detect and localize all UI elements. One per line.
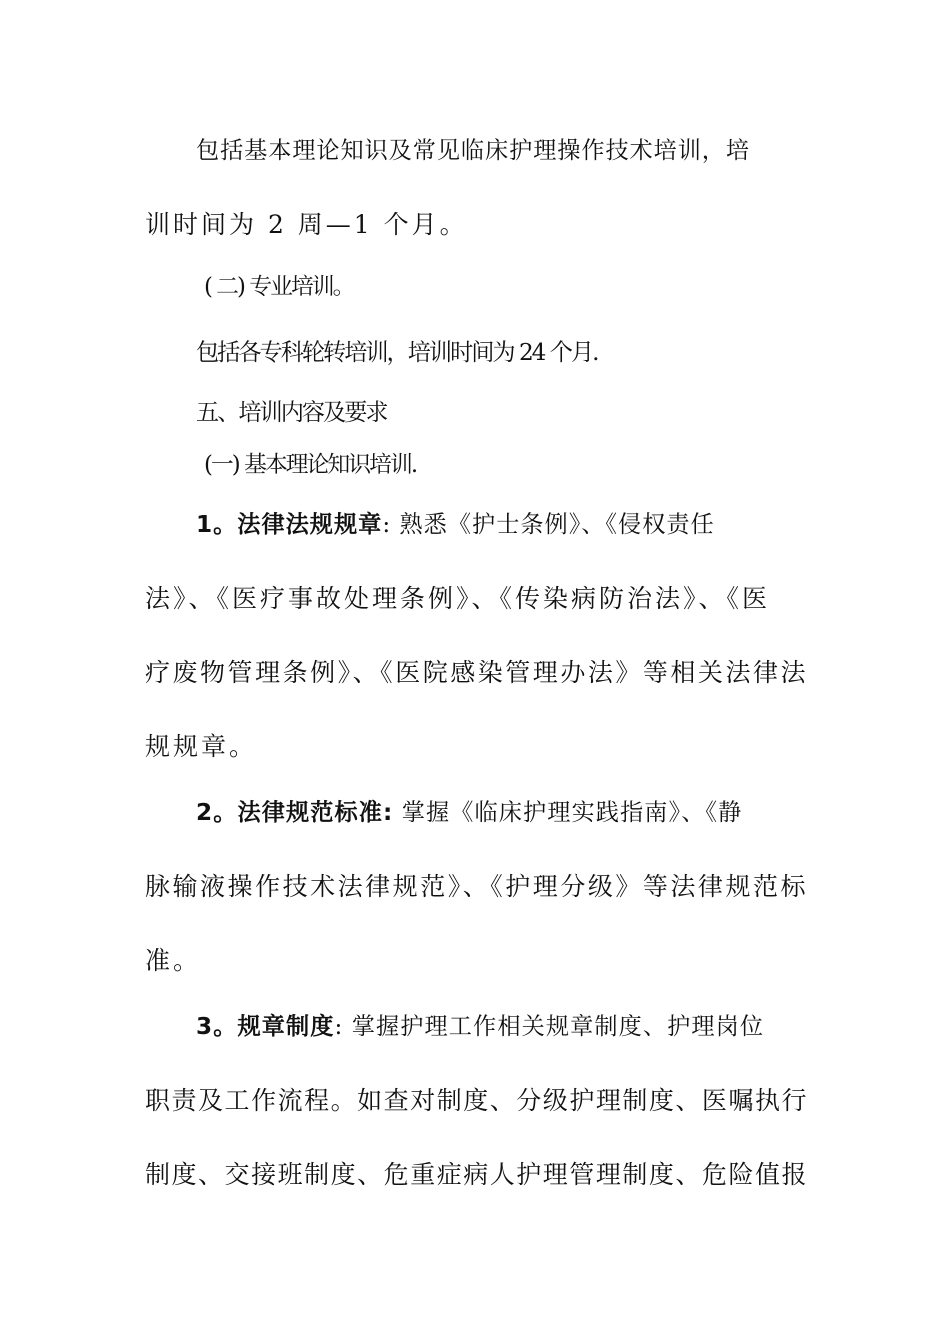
list-item-2-line <box>196 796 856 830</box>
text-span: (一) 基本理论知识培训. <box>204 452 417 478</box>
paragraph-line <box>145 944 805 978</box>
text-span: 疗废物管理条例》、《医院感染管理办法》等相关法律法 <box>145 658 809 687</box>
item-label: 1。法律法规规章 <box>196 511 383 538</box>
text-span: 掌握《临床护理实践指南》、《静 <box>393 799 743 826</box>
text-span: 五、培训内容及要求 <box>196 399 387 426</box>
paragraph-line <box>145 1158 809 1192</box>
section-heading-two <box>204 270 864 304</box>
text-span: 法》、《医疗事故处理条例》、《传染病防治法》、《医 <box>145 584 771 613</box>
text-span: : 掌握护理工作相关规章制度、护理岗位 <box>334 1013 765 1040</box>
item-label: 2。法律规范标准: <box>196 799 394 826</box>
paragraph-line <box>145 582 805 616</box>
text-span: 准。 <box>145 946 202 975</box>
text-span: 规规章。 <box>145 732 258 761</box>
paragraph-line <box>196 134 856 168</box>
text-span: 制度、交接班制度、危重症病人护理管理制度、危险值报 <box>145 1160 809 1189</box>
text-span: ( 二) 专业培训。 <box>204 274 354 300</box>
text-span: 训时间为 2 周—1 个月。 <box>145 210 468 239</box>
text-span: 脉输液操作技术法律规范》、《护理分级》等法律规范标 <box>145 872 809 901</box>
text-span: : 熟悉《护士条例》、《侵权责任 <box>382 511 715 538</box>
paragraph-line <box>145 870 809 904</box>
item-label: 3。规章制度 <box>196 1013 335 1040</box>
list-item-3-line <box>196 1010 856 1044</box>
list-item-1-line <box>196 508 856 542</box>
paragraph-line <box>145 208 805 242</box>
paragraph-line <box>196 336 856 370</box>
section-heading-five <box>196 396 856 430</box>
paragraph-line <box>145 656 809 690</box>
text-span: 职责及工作流程。如查对制度、分级护理制度、医嘱执行 <box>145 1086 809 1115</box>
text-span: 包括基本理论知识及常见临床护理操作技术培训，培 <box>196 137 750 164</box>
subsection-heading-one <box>204 448 864 482</box>
paragraph-line <box>145 730 805 764</box>
text-span: 包括各专科轮转培训，培训时间为 24 个月. <box>196 339 598 366</box>
paragraph-line <box>145 1084 809 1118</box>
